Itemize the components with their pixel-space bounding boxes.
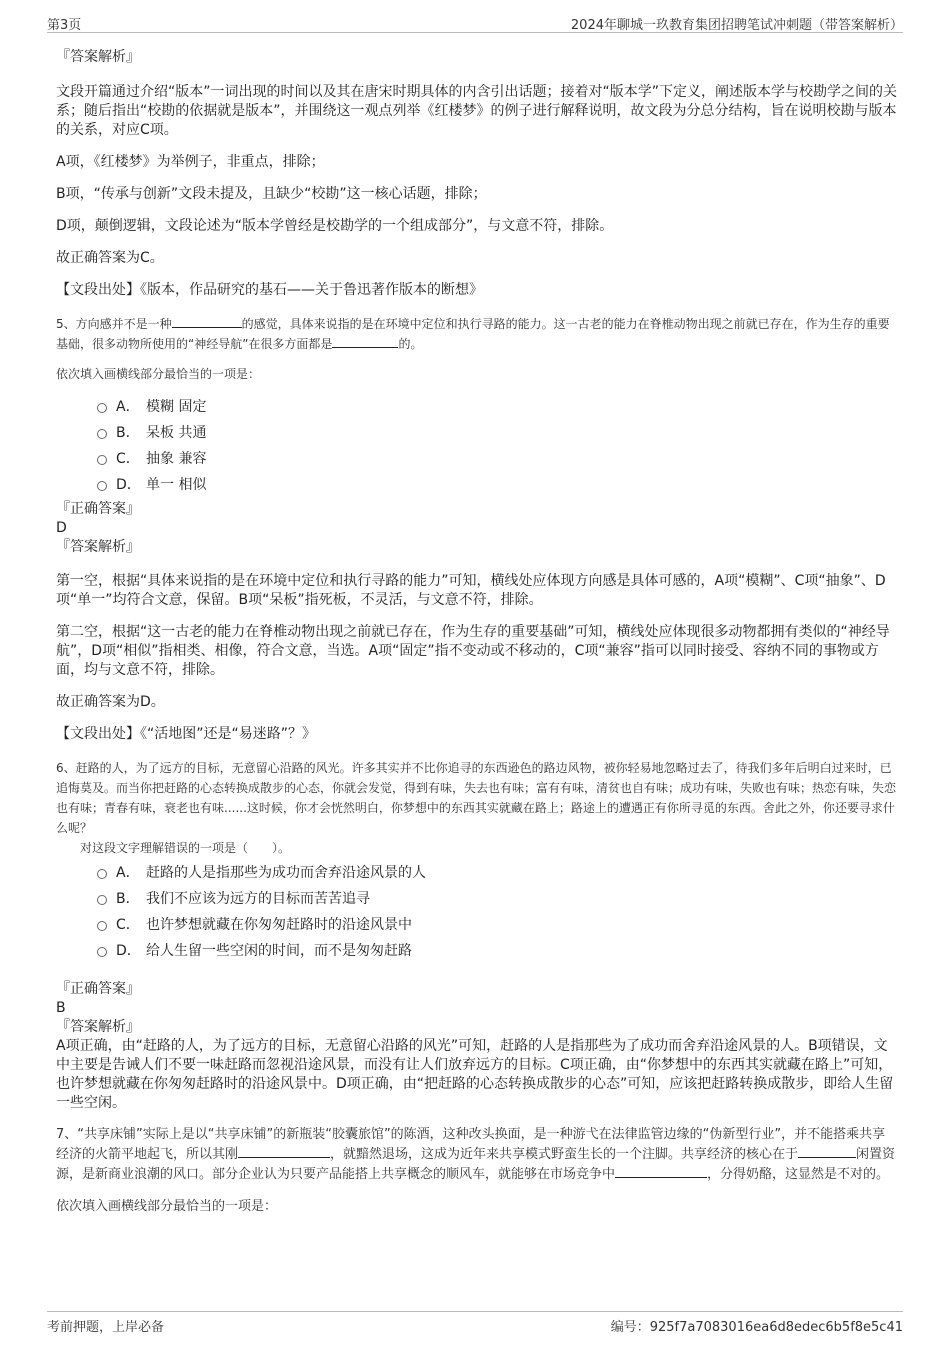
conclusion: 故正确答案为C。: [56, 250, 164, 266]
analysis-paragraph: 第一空，根据“具体来说指的是在环境中定位和执行寻路的能力”可知，横线处应体现方向感是具体可感的，A项“模糊”、C项“抽象”、D项“单一”均符合文意，保留。B项“呆板”指死板，不灵活，与文意不符，排除。: [56, 573, 886, 608]
radio-icon[interactable]: [97, 429, 107, 439]
fill-blank: [615, 1165, 707, 1178]
fill-blank: [798, 1145, 856, 1158]
document-title: 2024年聊城一玖教育集团招聘笔试冲刺题（带答案解析）: [570, 18, 903, 33]
analysis-paragraph: A项正确，由“赶路的人，为了远方的目标，无意留心沿路的风光”可知，赶路的人是指那些为了成功而舍弃沿途风景的人。B项错误，文中主要是告诫人们不要一味赶路而忽视沿途风景，而没有让人们放弃远方的目标。C项正确，由“你梦想中的东西其实就藏在路上”可知，也许梦想就藏在你匆匆赶路时的沿途风景中。D项正确，由“把赶路的心态转换成散步的心态”可知，应该把赶路转换成散步，即给人生留一些空闲。: [56, 1038, 894, 1111]
radio-icon[interactable]: [97, 921, 107, 931]
fill-blank: [238, 1145, 330, 1158]
conclusion: 故正确答案为D。: [56, 694, 165, 710]
analysis-label: 『答案解析』: [56, 539, 140, 555]
analysis-label: 『答案解析』: [56, 1019, 140, 1035]
question-stem: 6、赶路的人，为了远方的目标，无意留心沿路的风光。许多其实并不比你追寻的东西逊色的路边风物，被你轻易地忽略过去了，待我们多年后明白过来时，已追悔莫及。而当你把赶路的心态转换成散步的心态，你就会发觉，得到有味，失去也有味；富有有味，清贫也自有味；成功有味，失败也有味；热恋有味，失恋也有味；青春有味，衰老也有味......这时候，你才会恍然明白，你梦想中的东西其实就藏在路上；路途上的遭遇正有你所寻觅的东西。舍此之外，你还要寻求什么呢？: [56, 761, 897, 835]
analysis-label: 『答案解析』: [56, 49, 140, 65]
question-stem: 5、方向感并不是一种 的感觉，具体来说指的是在环境中定位和执行寻路的能力。这一古老的能力在脊椎动物出现之前就已存在，作为生存的重要基础，很多动物所使用的“神经导航”在很多方面都是 的。: [56, 317, 890, 351]
question-instruction: 依次填入画横线部分最恰当的一项是：: [56, 1199, 278, 1214]
option-b[interactable]: B． 我们不应该为远方的目标而苦苦追寻: [56, 886, 898, 912]
option-b[interactable]: B． 呆板 共通: [56, 420, 898, 446]
question-6-section: [56, 758, 898, 1113]
correct-answer: D: [56, 520, 67, 536]
question-stem: 7、“共享床铺”实际上是以“共享床铺”的新瓶装“胶囊旅馆”的陈酒，这种改头换面，是一种游弋在法律监管边缘的“伪新型行业”，并不能搭乘共享经济的火箭平地起飞，所以其刚 ，就黯然退场，这成为近年来共享模式野蛮生长的一个注脚。共享经济的核心在于 闲置资源，是新商业浪潮的风口。部分企业认为只要产品能搭上共享概念的顺风车，就能够在市场竞争中 ，分得奶酪，这显然是不对的。: [56, 1127, 896, 1182]
radio-icon[interactable]: [97, 869, 107, 879]
fill-blank: [332, 335, 398, 348]
analysis-paragraph: 第二空，根据“这一古老的能力在脊椎动物出现之前就已存在，作为生存的重要基础”可知，横线处应体现很多动物都拥有类似的“神经导航”，D项“相似”指相类、相像，符合文意，当选。A项“固定”指不变动或不移动的，C项“兼容”指可以同时接受、容纳不同的事物或方面，均与文意不符，排除。: [56, 624, 890, 678]
option-d[interactable]: D． 给人生留一些空闲的时间，而不是匆匆赶路: [56, 938, 898, 964]
page-footer: [47, 1311, 903, 1335]
answer-label: 『正确答案』: [56, 981, 140, 997]
page-header: [47, 12, 903, 33]
source: 【文段出处】《版本，作品研究的基石——关于鲁迅著作版本的断想》: [56, 282, 483, 298]
page-number: 第3页: [47, 18, 82, 33]
fill-blank: [172, 315, 242, 328]
option-a[interactable]: A． 赶路的人是指那些为成功而舍弃沿途风景的人: [56, 860, 898, 886]
radio-icon[interactable]: [97, 481, 107, 491]
analysis-option-a: A项，《红楼梦》为举例子，非重点，排除；: [56, 154, 325, 170]
analysis-option-d: D项，颠倒逻辑，文段论述为“版本学曾经是校勘学的一个组成部分”，与文意不符，排除。: [56, 218, 614, 234]
analysis-paragraph: 文段开篇通过介绍“版本”一词出现的时间以及其在唐宋时期具体的内含引出话题；接着对“版本学”下定义，阐述版本学与校勘学之间的关系；随后指出“校勘的依据就是版本”，并围绕这一观点列举《红楼梦》的例子进行解释说明，故文段为分总分结构，旨在说明校勘与版本的关系，对应C项。: [56, 84, 898, 138]
answer-label: 『正确答案』: [56, 501, 140, 517]
question-instruction: 依次填入画横线部分最恰当的一项是：: [56, 367, 261, 381]
document-code: 编号：925f7a7083016ea6d8edec6b5f8e5c41: [610, 1320, 903, 1335]
option-a[interactable]: A． 模糊 固定: [56, 394, 898, 420]
question-7-section: [56, 1125, 898, 1217]
correct-answer: B: [56, 1000, 66, 1016]
radio-icon[interactable]: [97, 895, 107, 905]
radio-icon[interactable]: [97, 403, 107, 413]
option-d[interactable]: D． 单一 相似: [56, 472, 898, 498]
question-5-section: [56, 314, 898, 744]
source: 【文段出处】《“活地图”还是“易迷路”？》: [56, 726, 317, 742]
document-body: [56, 44, 898, 1217]
footer-slogan: 考前押题，上岸必备: [47, 1320, 165, 1335]
option-c[interactable]: C． 也许梦想就藏在你匆匆赶路时的沿途风景中: [56, 912, 898, 938]
question-prompt: 对这段文字理解错误的一项是（ ）。: [80, 841, 291, 855]
option-c[interactable]: C． 抽象 兼容: [56, 446, 898, 472]
question-4-section: [56, 48, 898, 300]
radio-icon[interactable]: [97, 947, 107, 957]
analysis-option-b: B项，“传承与创新”文段未提及，且缺少“校勘”这一核心话题，排除；: [56, 186, 487, 202]
radio-icon[interactable]: [97, 455, 107, 465]
